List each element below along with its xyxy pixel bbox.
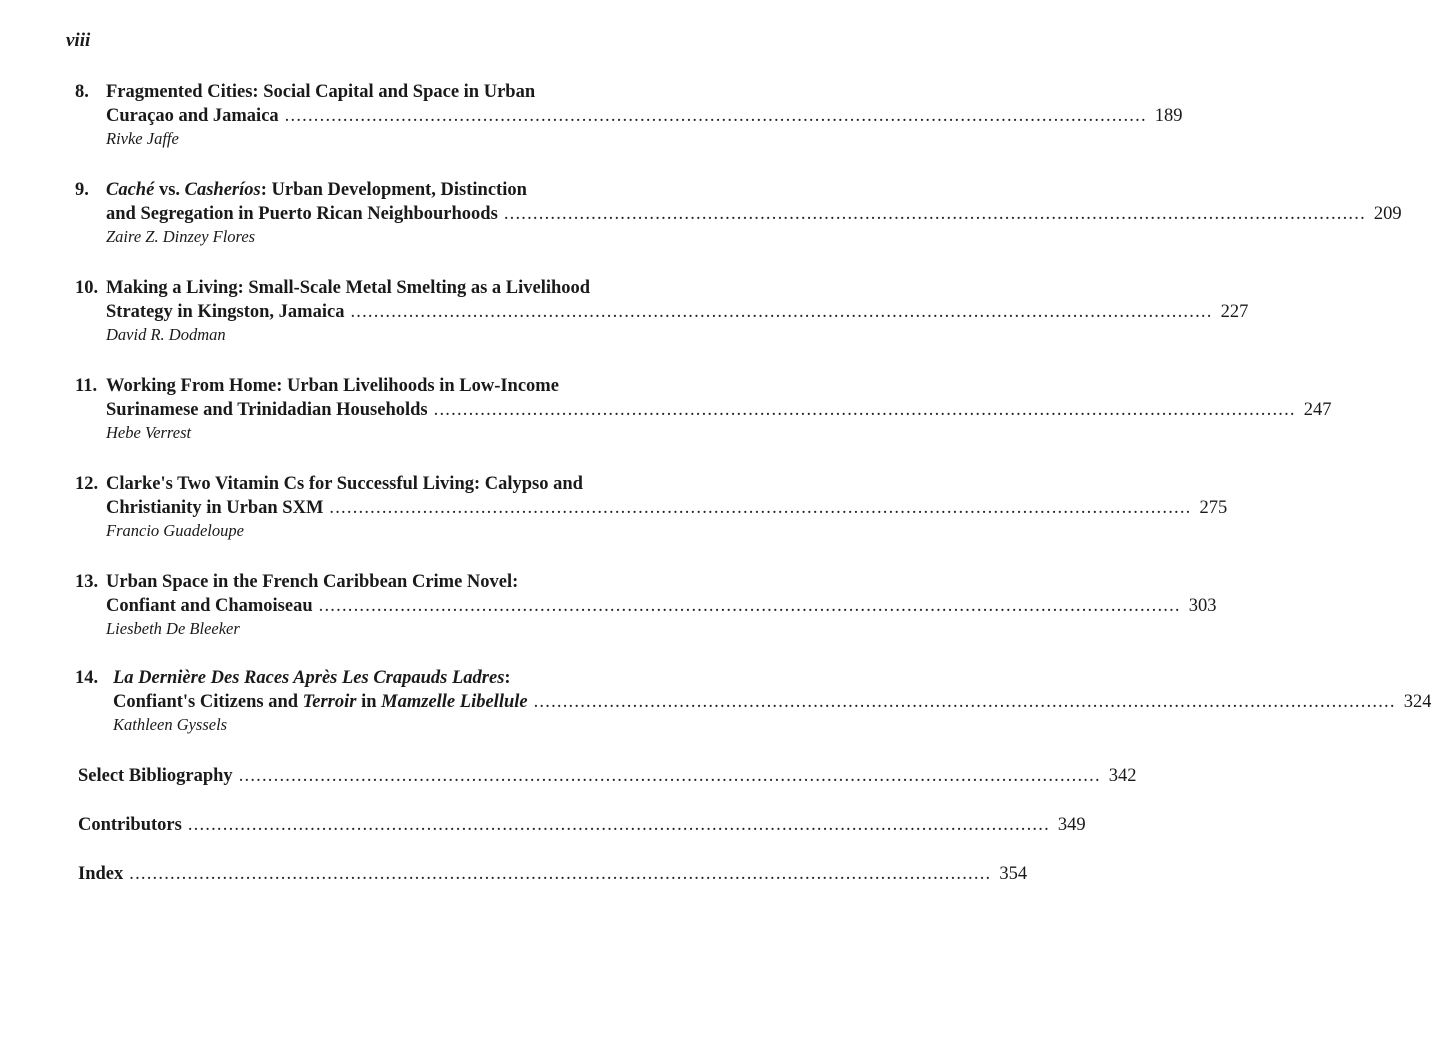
page-number: viii	[66, 30, 91, 51]
chapter-page-number: 247	[1303, 400, 1332, 420]
entry-title: Index	[78, 864, 124, 884]
toc-entry-contributors[interactable]	[78, 813, 1086, 837]
entry-title: Select Bibliography	[78, 766, 233, 786]
dot-leader: ....................................................................................................................................................	[318, 596, 1181, 616]
toc-entry-chapter-9[interactable]	[75, 178, 1402, 248]
dot-leader: ....................................................................................................................................................	[284, 106, 1147, 126]
chapter-page-number: 324	[1403, 692, 1431, 712]
dot-leader: ....................................................................................................................................................	[129, 864, 992, 884]
chapter-author: Hebe Verrest	[106, 423, 192, 442]
chapter-number: 14.	[75, 668, 99, 688]
dot-leader: ....................................................................................................................................................	[433, 400, 1296, 420]
chapter-number: 8.	[75, 82, 89, 102]
chapter-number: 10.	[75, 278, 99, 298]
chapter-author: Zaire Z. Dinzey Flores	[106, 227, 256, 246]
chapter-title-line-2: and Segregation in Puerto Rican Neighbourhoods	[106, 204, 498, 224]
chapter-page-number: 303	[1188, 596, 1217, 616]
chapter-number: 11.	[75, 376, 98, 396]
dot-leader: ....................................................................................................................................................	[503, 204, 1366, 224]
chapter-title-line-1: Urban Space in the French Caribbean Crime Novel:	[106, 572, 519, 592]
chapter-title-line-2: Confiant's Citizens and Terroir in Mamzelle Libellule	[113, 692, 528, 712]
entry-page-number: 349	[1057, 815, 1086, 835]
chapter-title-line-2: Surinamese and Trinidadian Households	[106, 400, 428, 420]
chapter-title-line-1: Making a Living: Small-Scale Metal Smelting as a Livelihood	[106, 278, 591, 298]
chapter-page-number: 189	[1154, 106, 1183, 126]
chapter-title-line-1: Fragmented Cities: Social Capital and Space in Urban	[106, 82, 536, 102]
chapter-title-line-1: Clarke's Two Vitamin Cs for Successful Living: Calypso and	[106, 474, 583, 494]
chapter-number: 12.	[75, 474, 99, 494]
entry-page-number: 354	[999, 864, 1028, 884]
chapter-title-line-2: Christianity in Urban SXM	[106, 498, 324, 518]
chapter-number: 9.	[75, 180, 89, 200]
chapter-page-number: 275	[1199, 498, 1228, 518]
chapter-title-line-1: Working From Home: Urban Livelihoods in Low-Income	[106, 376, 559, 396]
toc-entry-chapter-13[interactable]	[75, 570, 1217, 640]
chapter-number: 13.	[75, 572, 99, 592]
toc-entry-chapter-11[interactable]	[75, 374, 1332, 444]
chapter-author: Liesbeth De Bleeker	[106, 619, 240, 638]
chapter-author: David R. Dodman	[106, 325, 226, 344]
entry-title: Contributors	[78, 815, 182, 835]
toc-entry-chapter-8[interactable]	[75, 80, 1183, 150]
entry-page-number: 342	[1108, 766, 1137, 786]
dot-leader: ....................................................................................................................................................	[187, 815, 1050, 835]
toc-entry-select-bibliography[interactable]	[78, 764, 1137, 788]
toc-entry-chapter-14[interactable]	[75, 666, 1431, 736]
chapter-title-line-1: La Dernière Des Races Après Les Crapauds Ladres:	[113, 668, 511, 688]
chapter-title-line-2: Curaçao and Jamaica	[106, 106, 279, 126]
chapter-title-line-2: Strategy in Kingston, Jamaica	[106, 302, 345, 322]
dot-leader: ....................................................................................................................................................	[329, 498, 1192, 518]
toc-entry-chapter-12[interactable]	[75, 472, 1228, 542]
toc-entry-chapter-10[interactable]	[75, 276, 1249, 346]
chapter-title-line-1: Caché vs. Casheríos: Urban Development, Distinction	[106, 180, 527, 200]
chapter-page-number: 209	[1373, 204, 1402, 224]
dot-leader: ....................................................................................................................................................	[350, 302, 1213, 322]
toc-entry-index[interactable]	[78, 862, 1028, 886]
chapter-page-number: 227	[1220, 302, 1249, 322]
dot-leader: ....................................................................................................................................................	[238, 766, 1101, 786]
chapter-author: Rivke Jaffe	[106, 129, 179, 148]
chapter-author: Francio Guadeloupe	[106, 521, 244, 540]
chapter-author: Kathleen Gyssels	[113, 715, 228, 734]
dot-leader: ....................................................................................................................................................	[533, 692, 1396, 712]
chapter-title-line-2: Confiant and Chamoiseau	[106, 596, 313, 616]
